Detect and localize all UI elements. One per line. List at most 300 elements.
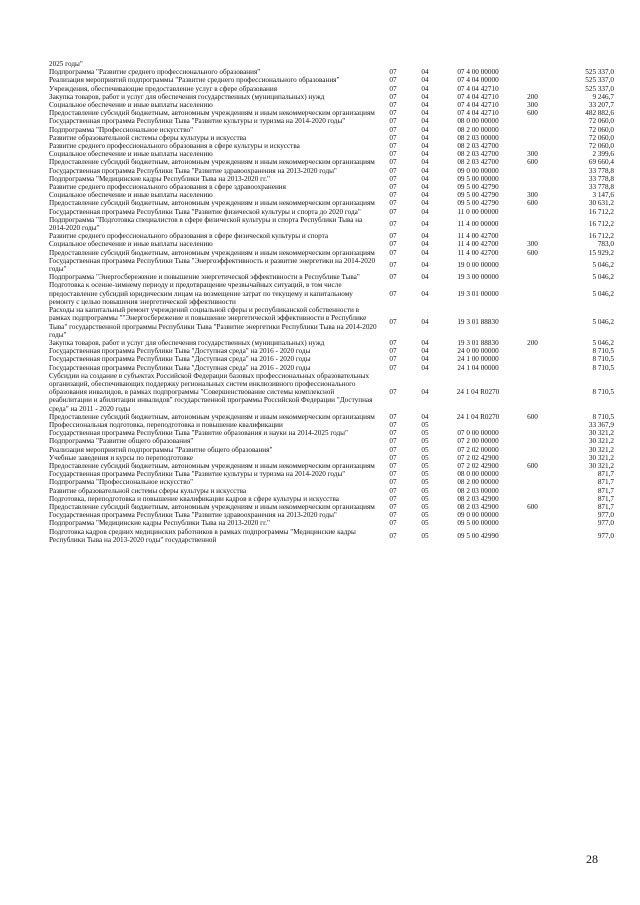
row-subsection: 04	[421, 158, 429, 167]
table-row	[48, 175, 615, 183]
row-subsection: 04	[421, 412, 429, 421]
row-amount: 69 660,4	[588, 158, 614, 167]
row-expense-type	[514, 183, 551, 191]
table-row	[48, 68, 615, 76]
row-subsection: 04	[421, 191, 429, 200]
row-expense-type	[514, 85, 551, 93]
row-section: 07	[389, 142, 397, 151]
row-expense-type	[514, 446, 551, 454]
row-section: 07	[389, 478, 397, 487]
row-subsection: 05	[421, 420, 429, 429]
row-target-article: 07 2 02 42900	[457, 461, 499, 470]
row-expense-type	[514, 175, 551, 183]
row-name: Развитие среднего профессионального образования в сфере физической культуры и спорта	[49, 232, 329, 241]
row-subsection: 04	[421, 232, 429, 241]
row-target-article: 24 0 00 00000	[457, 347, 499, 356]
row-name: Социальное обеспечение и иные выплаты населению	[49, 101, 213, 110]
row-name: Государственная программа Республики Тыва "Доступная среда" на 2016 - 2020 годы	[49, 363, 311, 372]
row-amount: 72 060,0	[588, 125, 614, 134]
row-amount: 8 710,5	[592, 355, 614, 364]
row-section: 07	[389, 486, 397, 495]
row-subsection: 04	[421, 166, 429, 175]
row-target-article: 11 0 00 00000	[457, 207, 499, 216]
row-target-article: 08 2 00 00000	[457, 125, 499, 134]
row-target-article: 08 2 03 42900	[457, 494, 499, 503]
table-row	[48, 339, 615, 347]
row-name: Подготовка кадров средних медицинских работников в рамках подпрограммы "Медицинские кадры Республики Тыва на 2013-2020 годы" государственной	[49, 527, 356, 544]
table-row	[48, 519, 615, 527]
table-row	[48, 355, 615, 363]
row-section: 07	[389, 461, 397, 470]
row-expense-type	[514, 232, 551, 240]
row-amount	[551, 60, 615, 68]
row-target-article: 07 4 04 42710	[457, 101, 499, 110]
row-amount: 33 207,7	[588, 101, 614, 110]
row-amount: 525 337,0	[585, 76, 614, 85]
row-amount: 30 321,2	[588, 437, 614, 446]
row-subsection	[408, 60, 442, 68]
table-row	[48, 347, 615, 355]
row-expense-type	[514, 511, 551, 519]
row-subsection: 04	[421, 183, 429, 192]
row-amount: 8 710,5	[592, 347, 614, 356]
row-expense-type	[514, 76, 551, 84]
table-row	[48, 101, 615, 109]
row-section: 07	[389, 199, 397, 208]
table-row	[48, 85, 615, 93]
row-section: 07	[389, 289, 397, 298]
row-section: 07	[389, 68, 397, 77]
row-amount: 30 321,2	[588, 461, 614, 470]
row-amount: 5 046,2	[592, 318, 614, 327]
row-name: Подпрограмма "Медицинские кадры Республики Тыва на 2013-2020 гг."	[49, 519, 270, 528]
row-subsection: 05	[421, 453, 429, 462]
table-row	[48, 240, 615, 248]
row-target-article: 09 5 00 00000	[457, 519, 499, 528]
row-subsection: 04	[421, 207, 429, 216]
row-expense-type	[514, 167, 551, 175]
row-subsection: 04	[421, 248, 429, 257]
row-expense-type	[514, 454, 551, 462]
row-subsection: 04	[421, 289, 429, 298]
row-name: Предоставление субсидий бюджетным, автономным учреждениям и иным некоммерческим организациям	[49, 158, 375, 167]
row-expense-type	[514, 429, 551, 437]
row-subsection: 04	[421, 84, 429, 93]
row-name: Предоставление субсидий бюджетным, автономным учреждениям и иным некоммерческим организациям	[49, 199, 375, 208]
table-row	[48, 454, 615, 462]
row-name: Закупка товаров, работ и услуг для обеспечения государственных (муниципальных) нужд	[49, 92, 325, 101]
row-name: Подпрограмма "Профессиональное искусство"	[49, 125, 194, 134]
row-expense-type	[514, 495, 551, 503]
table-row	[48, 470, 615, 478]
row-name: Подпрограмма "Медицинские кадры Республики Тыва на 2013-2020 гг."	[49, 174, 270, 183]
row-subsection: 04	[421, 240, 429, 249]
row-amount: 5 046,2	[592, 260, 614, 269]
row-section: 07	[389, 150, 397, 159]
row-amount: 30 321,2	[588, 445, 614, 454]
row-target-article	[442, 421, 514, 429]
table-row	[48, 191, 615, 199]
row-expense-type	[514, 364, 551, 372]
row-target-article: 07 2 02 42900	[457, 453, 499, 462]
row-name: Подготовка, переподготовка и повышение квалификации кадров в сфере культуры и искусства	[49, 494, 339, 503]
row-name: Расходы на капитальный ремонт учреждений социальной сферы и республиканской собственности в рамках подпрограммы ""Энергосбережение и повышение энергетической эффективности в Республике Тыва" государственной программы Республики Тыва "Развитие энергетики Республики Тыва на 2014-2020 годы"	[49, 306, 377, 339]
table-row	[48, 109, 615, 117]
table-row	[48, 93, 615, 101]
row-expense-type: 300	[527, 101, 538, 110]
row-expense-type	[514, 372, 551, 413]
row-target-article: 24 1 04 R0270	[456, 388, 500, 397]
row-section: 07	[389, 84, 397, 93]
row-target-article: 07 4 04 42710	[457, 92, 499, 101]
row-target-article: 08 2 00 00000	[457, 478, 499, 487]
row-target-article: 07 4 04 00000	[457, 76, 499, 85]
table-row	[48, 528, 615, 544]
row-name: Учреждения, обеспечивающие предоставление услуг в сфере образования	[49, 84, 278, 93]
table-row	[48, 142, 615, 150]
table-row	[48, 158, 615, 166]
budget-table-body	[48, 60, 615, 544]
row-amount: 525 337,0	[585, 68, 614, 77]
row-expense-type	[514, 487, 551, 495]
row-target-article: 09 0 00 00000	[457, 166, 499, 175]
row-section: 07	[389, 437, 397, 446]
row-amount: 871,7	[597, 502, 614, 511]
row-subsection: 05	[421, 437, 429, 446]
row-section: 07	[389, 355, 397, 364]
table-row	[48, 495, 615, 503]
row-name: Подпрограмма "Развитие общего образования"	[49, 437, 194, 446]
row-amount: 5 046,2	[592, 289, 614, 298]
row-target-article: 09 5 00 42790	[457, 191, 499, 200]
row-expense-type	[514, 306, 551, 339]
row-section: 07	[389, 412, 397, 421]
table-row	[48, 60, 615, 68]
row-name: Развитие образовательной системы сферы культуры и искусства	[49, 133, 247, 142]
row-amount: 30 321,2	[588, 429, 614, 438]
table-row	[48, 437, 615, 445]
row-expense-type	[514, 528, 551, 544]
row-section: 07	[389, 166, 397, 175]
row-target-article: 07 4 00 00000	[457, 68, 499, 77]
row-amount: 3 147,6	[592, 191, 614, 200]
table-row	[48, 273, 615, 281]
row-section: 07	[389, 158, 397, 167]
row-section: 07	[389, 248, 397, 257]
row-expense-type	[514, 216, 551, 232]
row-section: 07	[389, 207, 397, 216]
table-row	[48, 421, 615, 429]
row-name: Подпрограмма "Энергосбережение и повышение энергетической эффективности в Республике Тыва"	[49, 273, 360, 282]
row-target-article: 09 5 00 00000	[457, 174, 499, 183]
table-row	[48, 281, 615, 306]
row-amount: 16 712,2	[588, 232, 614, 241]
row-section: 07	[389, 429, 397, 438]
row-subsection: 05	[421, 502, 429, 511]
row-expense-type	[514, 470, 551, 478]
row-amount: 977,0	[597, 511, 614, 520]
row-section: 07	[389, 388, 397, 397]
row-subsection: 04	[421, 318, 429, 327]
table-row	[48, 446, 615, 454]
row-target-article: 08 0 00 00000	[457, 470, 499, 479]
row-subsection: 05	[421, 478, 429, 487]
row-amount: 2 399,6	[592, 150, 614, 159]
row-subsection: 04	[421, 355, 429, 364]
row-amount: 871,7	[597, 478, 614, 487]
table-row	[48, 429, 615, 437]
row-name: Социальное обеспечение и иные выплаты населению	[49, 240, 213, 249]
row-subsection: 04	[421, 109, 429, 118]
row-section: 07	[389, 470, 397, 479]
table-row	[48, 167, 615, 175]
row-subsection: 04	[421, 363, 429, 372]
table-row	[48, 126, 615, 134]
row-target-article: 07 4 04 42710	[457, 84, 499, 93]
row-expense-type: 300	[527, 240, 538, 249]
row-section: 07	[389, 125, 397, 134]
row-subsection: 05	[421, 470, 429, 479]
row-subsection: 04	[421, 92, 429, 101]
row-expense-type	[514, 347, 551, 355]
row-expense-type: 200	[527, 92, 538, 101]
row-name: Государственная программа Республики Тыва "Развитие здравоохранения на 2013-2020 годы"	[49, 166, 337, 175]
row-section: 07	[389, 511, 397, 520]
table-row	[48, 511, 615, 519]
row-expense-type	[514, 134, 551, 142]
row-amount: 8 710,5	[592, 388, 614, 397]
row-target-article: 09 5 00 42990	[457, 531, 499, 540]
row-expense-type: 600	[527, 502, 538, 511]
row-subsection: 04	[421, 260, 429, 269]
row-name: Развитие среднего профессионального образования в сфере здравоохранения	[49, 183, 286, 192]
row-amount: 16 712,2	[588, 207, 614, 216]
row-name: Социальное обеспечение и иные выплаты населению	[49, 150, 213, 159]
row-amount: 72 060,0	[588, 142, 614, 151]
row-subsection: 05	[421, 486, 429, 495]
table-row	[48, 257, 615, 273]
row-name: Государственная программа Республики Тыва "Энергоэффективность и развитие энергетики на 2014-2020 годы"	[49, 256, 376, 274]
row-section: 07	[389, 240, 397, 249]
row-name: Реализация мероприятий подпрограммы "Развитие общего образования"	[49, 445, 273, 454]
table-row	[48, 503, 615, 511]
row-expense-type	[514, 126, 551, 134]
row-amount: 33 778,8	[588, 166, 614, 175]
row-subsection: 05	[421, 519, 429, 528]
row-subsection: 04	[421, 199, 429, 208]
row-target-article: 07 4 04 42710	[457, 109, 499, 118]
row-expense-type: 600	[527, 109, 538, 118]
row-section: 07	[389, 191, 397, 200]
row-section: 07	[389, 363, 397, 372]
row-name: Учебные заведения и курсы по переподготовке	[49, 453, 194, 462]
row-amount: 16 712,2	[588, 219, 614, 228]
row-target-article: 08 0 00 00000	[457, 117, 499, 126]
row-expense-type: 600	[527, 412, 538, 421]
row-subsection: 04	[421, 142, 429, 151]
row-target-article: 19 3 00 00000	[457, 273, 499, 282]
row-name: 2025 годы"	[49, 60, 83, 68]
row-expense-type	[514, 68, 551, 76]
row-target-article: 08 2 03 00000	[457, 133, 499, 142]
row-target-article	[442, 60, 514, 68]
table-row	[48, 134, 615, 142]
row-name: Предоставление субсидий бюджетным, автономным учреждениям и иным некоммерческим организациям	[49, 461, 375, 470]
row-subsection: 04	[421, 133, 429, 142]
row-amount: 72 060,0	[588, 133, 614, 142]
row-expense-type: 600	[527, 461, 538, 470]
row-name: Государственная программа Республики Тыва "Развитие образования и науки на 2014-2025 годы"	[49, 429, 348, 438]
table-row	[48, 117, 615, 125]
row-name: Государственная программа Республики Тыва "Развитие культуры и туризма на 2014-2020 годы"	[49, 117, 346, 126]
row-expense-type	[514, 478, 551, 486]
row-target-article: 11 4 00 00000	[457, 219, 499, 228]
row-target-article: 08 2 03 42700	[457, 150, 499, 159]
row-subsection: 05	[421, 445, 429, 454]
row-target-article: 24 1 00 00000	[457, 355, 499, 364]
table-row	[48, 216, 615, 232]
row-amount: 525 337,0	[585, 84, 614, 93]
row-subsection: 04	[421, 101, 429, 110]
row-target-article: 09 5 00 42790	[457, 183, 499, 192]
row-subsection: 05	[421, 461, 429, 470]
row-target-article: 11 4 00 42700	[457, 232, 499, 241]
row-subsection: 05	[421, 429, 429, 438]
table-row	[48, 413, 615, 421]
row-expense-type: 600	[527, 248, 538, 257]
row-expense-type	[514, 519, 551, 527]
row-expense-type	[514, 437, 551, 445]
row-subsection: 04	[421, 388, 429, 397]
row-amount: 30 631,2	[588, 199, 614, 208]
row-target-article: 08 2 03 00000	[457, 486, 499, 495]
row-amount: 482 882,6	[585, 109, 614, 118]
row-name: Предоставление субсидий бюджетным, автономным учреждениям и иным некоммерческим организациям	[49, 248, 375, 257]
table-row	[48, 306, 615, 339]
row-section: 07	[389, 494, 397, 503]
row-target-article: 24 1 04 00000	[457, 363, 499, 372]
row-target-article: 08 2 03 42900	[457, 502, 499, 511]
row-expense-type: 600	[527, 199, 538, 208]
row-section: 07	[389, 453, 397, 462]
row-expense-type	[514, 421, 551, 429]
budget-table	[48, 60, 615, 544]
row-name: Государственная программа Республики Тыва "Развитие физической культуры и спорта до 2020 года"	[49, 207, 361, 216]
row-target-article: 07 2 02 00000	[457, 445, 499, 454]
row-section: 07	[389, 519, 397, 528]
row-subsection: 04	[421, 347, 429, 356]
row-section: 07	[389, 101, 397, 110]
row-section	[378, 60, 408, 68]
row-section: 07	[389, 232, 397, 241]
row-name: Предоставление субсидий бюджетным, автономным учреждениям и иным некоммерческим организациям	[49, 109, 375, 118]
row-expense-type: 200	[527, 338, 538, 347]
row-amount: 33 367,9	[588, 420, 614, 429]
row-name: Государственная программа Республики Тыва "Доступная среда" на 2016 - 2020 годы	[49, 347, 311, 356]
row-target-article: 19 3 01 00000	[457, 289, 499, 298]
row-section: 07	[389, 502, 397, 511]
row-name: Государственная программа Республики Тыва "Развитие культуры и туризма на 2014-2020 годы"	[49, 470, 346, 479]
row-section: 07	[389, 420, 397, 429]
row-name: Реализация мероприятий подпрограммы "Развитие среднего профессионального образования"	[49, 76, 340, 85]
table-row	[48, 364, 615, 372]
row-name: Подпрограмма "Профессиональное искусство"	[49, 478, 194, 487]
row-expense-type	[514, 273, 551, 281]
table-row	[48, 249, 615, 257]
row-name: Государственная программа Республики Тыва "Доступная среда" на 2016 - 2020 годы	[49, 355, 311, 364]
row-subsection: 04	[421, 150, 429, 159]
row-section: 07	[389, 260, 397, 269]
row-expense-type: 300	[527, 191, 538, 200]
row-amount: 33 778,8	[588, 183, 614, 192]
row-name: Государственная программа Республики Тыва "Развитие здравоохранения на 2013-2020 годы"	[49, 511, 337, 520]
row-name: Развитие образовательной системы сферы культуры и искусства	[49, 486, 247, 495]
row-name: Развитие среднего профессионального образования в сфере культуры и искусства	[49, 142, 300, 151]
row-target-article: 19 3 01 88830	[457, 338, 499, 347]
table-row	[48, 462, 615, 470]
row-target-article: 08 2 03 42700	[457, 142, 499, 151]
row-name: Социальное обеспечение и иные выплаты населению	[49, 191, 213, 200]
row-expense-type	[514, 142, 551, 150]
row-section: 07	[389, 109, 397, 118]
row-amount: 871,7	[597, 494, 614, 503]
row-amount: 871,7	[597, 486, 614, 495]
row-section: 07	[389, 92, 397, 101]
row-target-article: 24 1 04 R0270	[456, 412, 500, 421]
row-amount: 8 710,5	[592, 412, 614, 421]
row-subsection: 04	[421, 174, 429, 183]
table-row	[48, 232, 615, 240]
row-section: 07	[389, 318, 397, 327]
row-amount: 5 046,2	[592, 273, 614, 282]
row-name: Предоставление субсидий бюджетным, автономным учреждениям и иным некоммерческим организациям	[49, 502, 375, 511]
row-subsection: 05	[421, 531, 429, 540]
row-amount: 72 060,0	[588, 117, 614, 126]
row-name: Субсидии на создание в субъектах Российской Федерации базовых профессиональных образовательных организаций, обеспечивающих поддержку региональных систем инклюзивного профессионального образования инвалидов, в рамках подпрограммы "Совершенствование системы комплексной реабилитации и абилитации инвалидов" государственной программы Российской Федерации "Доступная среда" на 2011 - 2020 годы	[49, 371, 373, 413]
row-expense-type: 300	[527, 150, 538, 159]
row-name: Профессиональная подготовка, переподготовка и повышение квалификации	[49, 420, 283, 429]
row-name: Предоставление субсидий бюджетным, автономным учреждениям и иным некоммерческим организациям	[49, 412, 375, 421]
row-target-article: 09 5 00 42790	[457, 199, 499, 208]
row-subsection: 04	[421, 117, 429, 126]
table-row	[48, 183, 615, 191]
row-subsection: 04	[421, 68, 429, 77]
row-target-article: 11 4 00 42700	[457, 248, 499, 257]
row-target-article: 07 2 00 00000	[457, 437, 499, 446]
table-row	[48, 478, 615, 486]
row-amount: 783,0	[597, 240, 614, 249]
row-name: Подготовка к осенне-зимнему периоду и предотвращение чрезвычайных ситуаций, в том числе предоставление субсидий юридическим лицам на возмещение затрат по текущему и капитальному ремонту с целью повышения энергетической эффективности	[49, 281, 353, 306]
row-expense-type	[514, 355, 551, 363]
table-row	[48, 208, 615, 216]
table-row	[48, 76, 615, 84]
row-section: 07	[389, 174, 397, 183]
table-row	[48, 199, 615, 207]
row-target-article: 19 3 01 88830	[457, 318, 499, 327]
row-amount: 871,7	[597, 470, 614, 479]
row-section: 07	[389, 117, 397, 126]
table-row	[48, 372, 615, 413]
row-amount: 5 046,2	[592, 338, 614, 347]
row-target-article: 08 2 03 42700	[457, 158, 499, 167]
row-amount: 977,0	[597, 531, 614, 540]
table-row	[48, 487, 615, 495]
row-subsection: 04	[421, 125, 429, 134]
row-amount: 9 246,7	[592, 92, 614, 101]
row-section: 07	[389, 273, 397, 282]
row-target-article: 09 0 00 00000	[457, 511, 499, 520]
row-section: 07	[389, 531, 397, 540]
